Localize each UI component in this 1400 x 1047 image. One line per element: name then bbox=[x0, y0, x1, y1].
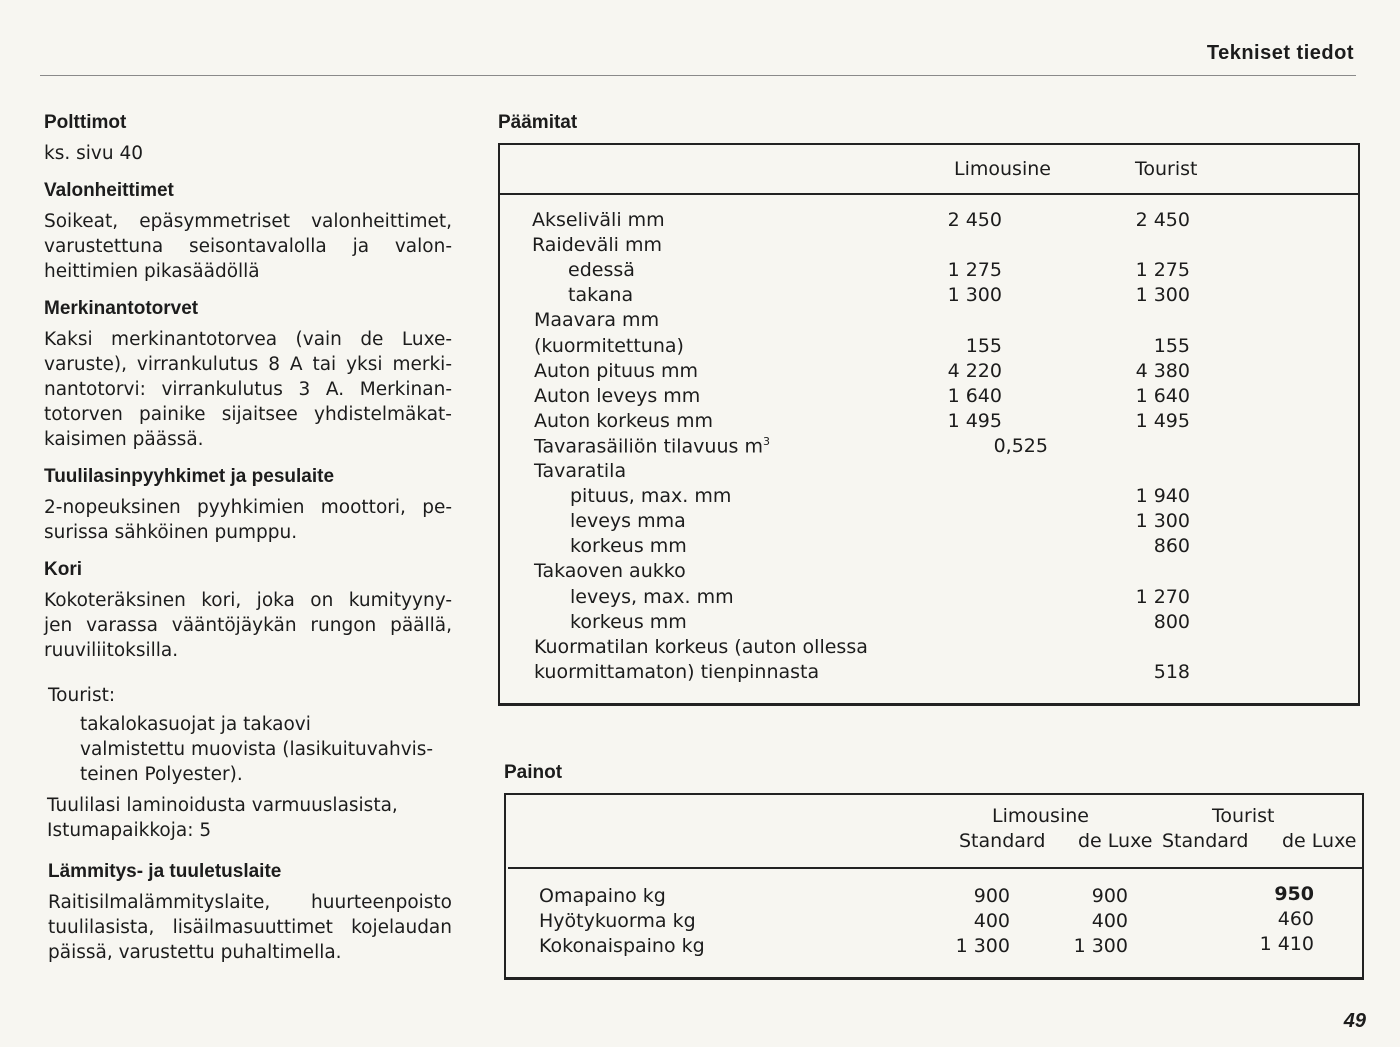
limousine-value: 1 640 bbox=[947, 384, 1002, 407]
page-number: 49 bbox=[1343, 1010, 1366, 1032]
limousine-value: 155 bbox=[965, 334, 1002, 357]
section-body-tuulilasinpyyhkimet bbox=[44, 495, 452, 545]
tourist-value: 155 bbox=[1153, 334, 1190, 357]
row-label-text: pituus, max. mm bbox=[570, 485, 732, 508]
text-line: päissä, varustettu puhaltimella. bbox=[48, 942, 342, 963]
limousine-standard-value: 400 bbox=[973, 910, 1010, 932]
limousine-deluxe-value: 900 bbox=[1091, 885, 1128, 907]
section-body-tuulilasi-laminoitu bbox=[47, 793, 452, 843]
header-rule bbox=[40, 75, 1356, 76]
text-line: tuulilasista, lisäilmasuuttimet kojelaudan bbox=[48, 917, 452, 938]
table-header-rule bbox=[508, 867, 1362, 869]
row-label: Hyötykuorma kg bbox=[539, 910, 696, 932]
row-label-text: leveys mma bbox=[570, 510, 686, 533]
table-header-rule bbox=[500, 193, 1358, 195]
text-line: jen varassa vääntöjäykän rungon päällä, bbox=[44, 615, 452, 636]
limousine-deluxe-value: 1 300 bbox=[1073, 935, 1128, 957]
section-title-tuulilasinpyyhkimet: Tuulilasinpyyhkimet ja pesulaite bbox=[44, 466, 335, 487]
text-line: Istumapaikkoja: 5 bbox=[47, 820, 212, 841]
text-line: takalokasuojat ja takaovi bbox=[80, 714, 311, 735]
text-line: Kokoteräksinen kori, joka on kumityyny- bbox=[44, 590, 452, 611]
tourist-value: 1 495 bbox=[1135, 409, 1190, 432]
row-label bbox=[568, 284, 633, 306]
row-label-text: Takaoven aukko bbox=[534, 560, 686, 583]
tourist-value: 518 bbox=[1153, 660, 1190, 683]
row-label bbox=[570, 535, 687, 557]
text-line: valmistettu muovista (lasikuituvahvis- bbox=[80, 739, 434, 760]
tourist-value: 800 bbox=[1153, 610, 1190, 633]
row-label bbox=[534, 385, 700, 407]
section-title-kori: Kori bbox=[44, 559, 82, 580]
text-line: surissa sähköinen pumppu. bbox=[44, 522, 298, 543]
row-label-text: (kuormitettuna) bbox=[534, 334, 684, 357]
paamitat-title: Päämitat bbox=[498, 112, 578, 133]
section-title-merkinantotorvet: Merkinantotorvet bbox=[44, 298, 199, 319]
tourist-value: 1 940 bbox=[1135, 485, 1190, 508]
section-body-kori bbox=[44, 588, 452, 663]
row-label: Kokonaispaino kg bbox=[539, 935, 705, 957]
row-label bbox=[534, 335, 684, 357]
row-label-text: Maavara mm bbox=[534, 309, 660, 332]
row-label bbox=[532, 234, 662, 256]
row-label-text: Tavarasäiliön tilavuus m bbox=[534, 435, 763, 458]
superscript: 3 bbox=[762, 434, 770, 448]
tourist-deluxe-value: 950 bbox=[1274, 883, 1314, 905]
paamitat-table bbox=[498, 143, 1360, 706]
subheader-tourist-deluxe: de Luxe bbox=[1282, 830, 1357, 852]
section-body-polttimot bbox=[44, 141, 452, 166]
text-line: nantotorvi: virrankulutus 3 A. Merkinan- bbox=[44, 379, 452, 400]
text-line: Kaksi merkinantotorvea (vain de Luxe- bbox=[44, 329, 452, 350]
row-label bbox=[534, 460, 626, 482]
text-line: Tuulilasi laminoidusta varmuuslasista, bbox=[47, 795, 398, 816]
tourist-value: 2 450 bbox=[1135, 209, 1190, 231]
row-label bbox=[534, 661, 819, 683]
row-label bbox=[534, 636, 868, 658]
row-label bbox=[534, 309, 659, 331]
text-line: heittimien pikasäädöllä bbox=[44, 261, 260, 282]
section-title-lammitys: Lämmitys- ja tuuletuslaite bbox=[48, 861, 282, 882]
text-line: varuste), virrankulutus 8 A tai yksi merki- bbox=[44, 354, 452, 375]
row-label bbox=[534, 435, 770, 457]
section-body-lammitys bbox=[48, 890, 452, 965]
tourist-value: 1 300 bbox=[1135, 510, 1190, 533]
limousine-value: 4 220 bbox=[947, 359, 1002, 382]
section-title-valonheittimet: Valonheittimet bbox=[44, 180, 174, 201]
row-label bbox=[570, 485, 731, 507]
section-title-polttimot: Polttimot bbox=[44, 112, 127, 133]
limousine-deluxe-value: 400 bbox=[1091, 910, 1128, 932]
text-line: teinen Polyester). bbox=[80, 764, 243, 785]
row-label-text: Akseliväli mm bbox=[532, 209, 665, 231]
row-label-text: kuormittamaton) tienpinnasta bbox=[534, 660, 820, 683]
painot-title: Painot bbox=[504, 762, 563, 783]
section-body-merkinantotorvet bbox=[44, 327, 452, 452]
text-line: ruuviliitoksilla. bbox=[44, 640, 179, 661]
row-label-text: edessä bbox=[568, 259, 635, 282]
text-line: totorven painike sijaitsee yhdistelmäkat- bbox=[44, 404, 452, 425]
subheader-limousine-deluxe: de Luxe bbox=[1078, 830, 1153, 852]
row-label bbox=[532, 209, 665, 231]
row-label-text: leveys, max. mm bbox=[570, 585, 734, 608]
column-header-limousine: Limousine bbox=[992, 805, 1089, 827]
text-line: Soikeat, epäsymmetriset valonheittimet, bbox=[44, 211, 452, 232]
row-label-text: Auton korkeus mm bbox=[534, 409, 713, 432]
section-body-valonheittimet bbox=[44, 209, 452, 284]
tourist-body bbox=[80, 712, 452, 787]
limousine-value: 0,525 bbox=[993, 434, 1048, 457]
row-label-text: Auton leveys mm bbox=[534, 384, 701, 407]
tourist-value: 860 bbox=[1153, 535, 1190, 558]
row-label: Omapaino kg bbox=[539, 885, 666, 907]
tourist-deluxe-value: 460 bbox=[1277, 908, 1314, 930]
text-line: 2-nopeuksinen pyyhkimien moottori, pe- bbox=[44, 497, 452, 518]
limousine-standard-value: 1 300 bbox=[955, 935, 1010, 957]
row-label bbox=[534, 360, 698, 382]
text-line: kaisimen päässä. bbox=[44, 429, 204, 450]
tourist-deluxe-value: 1 410 bbox=[1259, 933, 1314, 955]
tourist-value: 1 270 bbox=[1135, 585, 1190, 608]
row-label bbox=[568, 259, 635, 281]
row-label bbox=[534, 560, 686, 582]
row-label bbox=[534, 410, 713, 432]
painot-table bbox=[504, 793, 1364, 980]
tourist-value: 1 640 bbox=[1135, 384, 1190, 407]
tourist-value: 4 380 bbox=[1135, 359, 1190, 382]
limousine-value: 1 275 bbox=[947, 259, 1002, 282]
subheader-limousine-standard: Standard bbox=[959, 830, 1046, 852]
tourist-value: 1 275 bbox=[1135, 259, 1190, 282]
row-label bbox=[570, 586, 734, 608]
text-line: ks. sivu 40 bbox=[44, 143, 143, 164]
row-label-text: Kuormatilan korkeus (auton ollessa bbox=[534, 635, 868, 658]
limousine-standard-value: 900 bbox=[973, 885, 1010, 907]
left-column bbox=[44, 110, 452, 977]
page-header-title: Tekniset tiedot bbox=[1206, 42, 1354, 64]
row-label-text: takana bbox=[568, 284, 634, 307]
tourist-label: Tourist: bbox=[48, 685, 116, 706]
column-header-tourist: Tourist bbox=[1212, 805, 1275, 827]
column-header-tourist: Tourist bbox=[1135, 158, 1198, 180]
text-line: varustettuna seisontavalolla ja valon- bbox=[44, 236, 452, 257]
row-label bbox=[570, 510, 686, 532]
row-label bbox=[570, 611, 687, 633]
tourist-value: 1 300 bbox=[1135, 284, 1190, 307]
row-label-text: korkeus mm bbox=[570, 610, 687, 633]
row-label-text: Tavaratila bbox=[534, 460, 627, 482]
row-label-text: Raideväli mm bbox=[532, 234, 662, 257]
limousine-value: 1 300 bbox=[947, 284, 1002, 307]
row-label-text: korkeus mm bbox=[570, 535, 687, 558]
limousine-value: 2 450 bbox=[947, 209, 1002, 231]
text-line: Raitisilmalämmityslaite, huurteenpoisto bbox=[48, 892, 452, 913]
limousine-value: 1 495 bbox=[947, 409, 1002, 432]
column-header-limousine: Limousine bbox=[954, 158, 1051, 180]
row-label-text: Auton pituus mm bbox=[534, 359, 699, 382]
subheader-tourist-standard: Standard bbox=[1162, 830, 1249, 852]
